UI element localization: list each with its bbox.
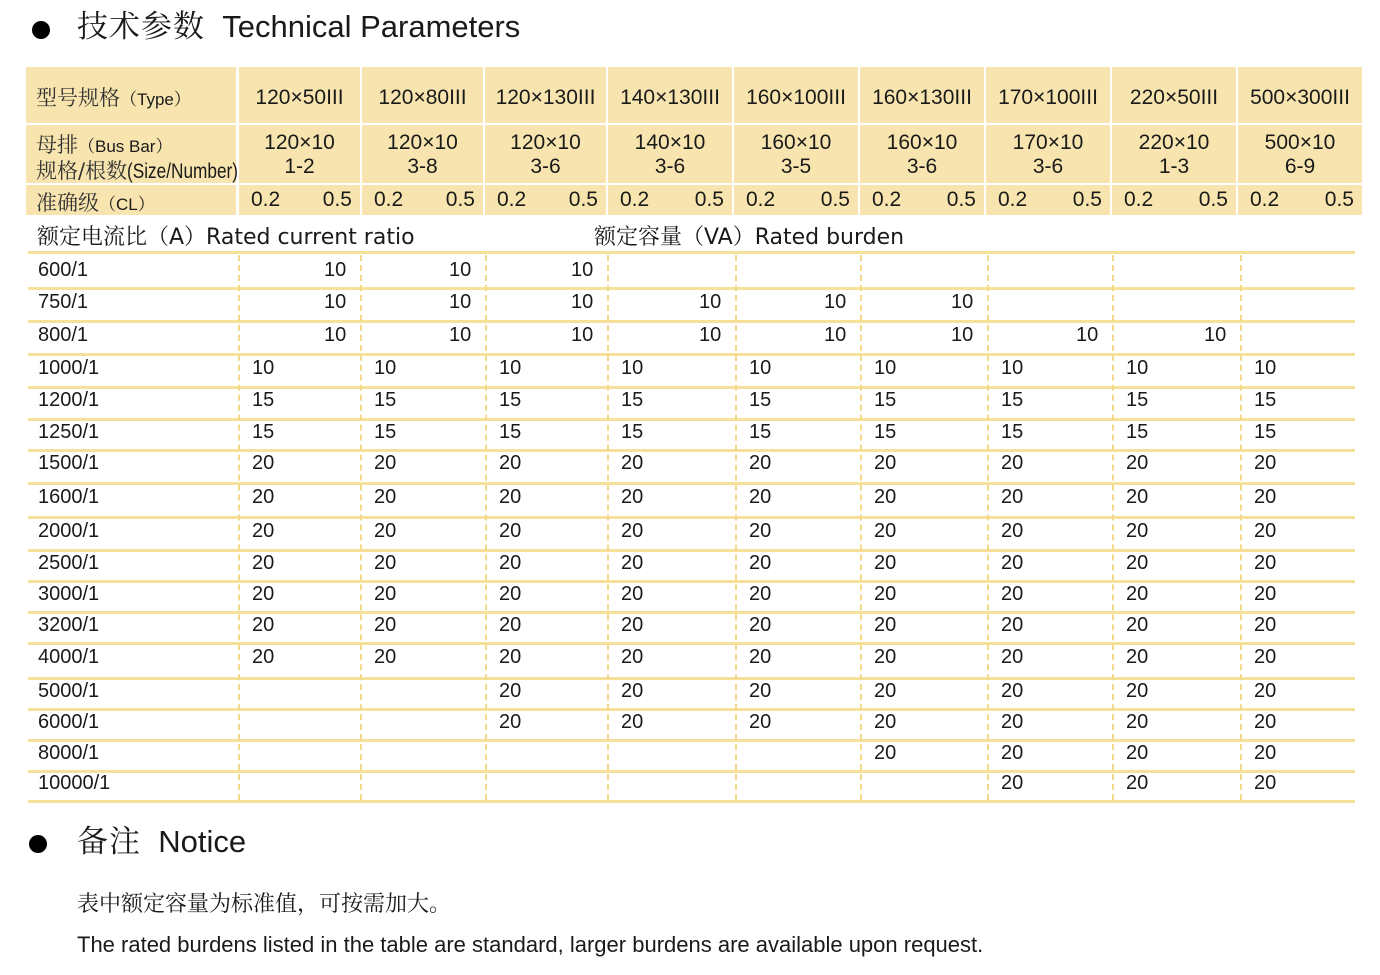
current-ratio-label: 800/1 <box>38 324 89 346</box>
burden-value-cl02: 20 <box>749 520 772 542</box>
burden-value-cl02: 20 <box>252 486 275 508</box>
burden-value-cl02: 15 <box>252 389 275 411</box>
burden-value-cl02: 20 <box>621 452 644 474</box>
notice-title-zh: 备注 <box>77 824 141 860</box>
burden-value-cl02: 20 <box>1001 711 1024 733</box>
burden-value-cl02: 20 <box>621 614 644 636</box>
burden-value-cl02: 20 <box>621 711 644 733</box>
busbar-number: 3-5 <box>780 155 812 178</box>
busbar-number: 3-6 <box>530 155 561 178</box>
cl-cell <box>608 185 732 215</box>
type-value: 500×300III <box>1250 86 1350 109</box>
burden-value-cl02: 20 <box>1126 742 1149 764</box>
burden-value-cl02: 15 <box>1126 421 1149 443</box>
cl-value-0: 0.2 <box>620 188 650 211</box>
burden-value-cl02: 20 <box>374 520 397 542</box>
busbar-size: 220×10 <box>1138 131 1210 154</box>
busbar-cell <box>860 125 984 183</box>
burden-value-cl02: 20 <box>252 646 275 668</box>
burden-value-cl02: 20 <box>621 552 644 574</box>
burden-value-cl05: 10 <box>951 324 974 346</box>
type-value: 220×50III <box>1129 86 1219 109</box>
burden-value-cl05: 10 <box>699 291 722 313</box>
busbar-number: 3-6 <box>906 155 938 178</box>
burden-value-cl02: 20 <box>621 646 644 668</box>
burden-value-cl02: 10 <box>1001 357 1024 379</box>
burden-value-cl02: 20 <box>749 614 772 636</box>
burden-value-cl05: 10 <box>449 324 472 346</box>
current-ratio-label: 2500/1 <box>38 552 100 574</box>
cl-value-0: 0.2 <box>1250 188 1280 211</box>
current-ratio-label: 1000/1 <box>38 357 100 379</box>
burden-value-cl02: 15 <box>1001 421 1024 443</box>
current-ratio-label: 6000/1 <box>38 711 100 733</box>
busbar-size: 120×10 <box>264 131 335 154</box>
burden-value-cl05: 10 <box>824 291 847 313</box>
burden-value-cl05: 10 <box>449 259 472 281</box>
cl-value-0: 0.2 <box>251 188 281 211</box>
cl-cell <box>1112 185 1236 215</box>
burden-value-cl02: 20 <box>374 614 397 636</box>
burden-value-cl02: 20 <box>1126 552 1149 574</box>
busbar-number: 3-8 <box>407 155 438 178</box>
burden-value-cl02: 20 <box>1126 646 1149 668</box>
busbar-label-en2: (Size/Number) <box>127 160 239 183</box>
busbar-size: 120×10 <box>510 131 581 154</box>
type-label-cell <box>26 67 236 123</box>
table-row-divider <box>28 549 1355 552</box>
table-row-divider <box>28 800 1355 803</box>
burden-value-cl02: 20 <box>1126 711 1149 733</box>
burden-value-cl02: 20 <box>252 583 275 605</box>
busbar-label-en1: （Bus Bar） <box>78 137 173 156</box>
cl-label <box>36 187 155 217</box>
burden-value-cl02: 20 <box>749 711 772 733</box>
notice-title-en: Notice <box>158 824 247 859</box>
type-cell <box>986 67 1110 123</box>
type-label <box>36 82 191 112</box>
burden-value-cl02: 10 <box>1126 357 1149 379</box>
type-cell <box>734 67 858 123</box>
busbar-label-zh2: 规格/根数 <box>36 159 128 183</box>
burden-value-cl02: 15 <box>749 421 772 443</box>
burden-value-cl02: 20 <box>874 646 897 668</box>
burden-value-cl02: 20 <box>1254 711 1277 733</box>
burden-value-cl02: 10 <box>252 357 275 379</box>
busbar-label-cell <box>26 125 239 183</box>
table-column-divider <box>238 255 240 800</box>
burden-value-cl02: 20 <box>1001 646 1024 668</box>
notice-text-en: The rated burdens listed in the table are standard, larger burdens are available upon request. <box>77 932 984 957</box>
burden-value-cl02: 20 <box>252 520 275 542</box>
table-column-divider <box>1240 255 1242 800</box>
ratio-section-label: 额定电流比（A）Rated current ratio <box>37 225 415 250</box>
burden-value-cl02: 20 <box>374 552 397 574</box>
burden-value-cl02: 20 <box>499 614 522 636</box>
table-column-divider <box>360 255 362 800</box>
burden-value-cl05: 10 <box>571 291 594 313</box>
busbar-cell <box>608 125 732 183</box>
burden-value-cl02: 20 <box>1254 772 1277 794</box>
busbar-cell <box>485 125 606 183</box>
busbar-cell <box>362 125 483 183</box>
type-cell <box>1112 67 1236 123</box>
busbar-number: 6-9 <box>1284 155 1316 178</box>
burden-value-cl02: 20 <box>1126 680 1149 702</box>
burden-value-cl05: 10 <box>951 291 974 313</box>
cl-cell <box>362 185 483 215</box>
burden-value-cl02: 20 <box>1126 772 1149 794</box>
cl-value-1: 0.5 <box>568 188 598 211</box>
burden-value-cl05: 10 <box>824 324 847 346</box>
busbar-number: 3-6 <box>1032 155 1064 178</box>
table-column-divider <box>485 255 487 800</box>
burden-value-cl02: 15 <box>1001 389 1024 411</box>
type-cell <box>485 67 606 123</box>
title-bullet-icon <box>32 21 50 39</box>
burden-value-cl02: 20 <box>749 452 772 474</box>
current-ratio-label: 2000/1 <box>38 520 100 542</box>
cl-value-0: 0.2 <box>374 188 404 211</box>
burden-value-cl02: 20 <box>1126 614 1149 636</box>
busbar-number: 1-2 <box>284 155 315 178</box>
table-column-divider <box>987 255 989 800</box>
burden-value-cl02: 10 <box>1254 357 1277 379</box>
burden-value-cl02: 20 <box>1254 614 1277 636</box>
burden-value-cl02: 20 <box>1001 552 1024 574</box>
type-value: 140×130III <box>620 86 720 109</box>
type-cell <box>1238 67 1362 123</box>
burden-value-cl02: 20 <box>1001 486 1024 508</box>
burden-value-cl02: 20 <box>1254 583 1277 605</box>
burden-value-cl02: 20 <box>252 552 275 574</box>
burden-value-cl02: 15 <box>499 389 522 411</box>
burden-value-cl02: 20 <box>874 452 897 474</box>
burden-value-cl02: 20 <box>749 583 772 605</box>
burden-value-cl05: 10 <box>449 291 472 313</box>
table-row-divider <box>28 251 1355 254</box>
burden-value-cl02: 20 <box>621 520 644 542</box>
cl-value-1: 0.5 <box>322 188 352 211</box>
burden-value-cl02: 20 <box>621 680 644 702</box>
burden-value-cl02: 10 <box>499 357 522 379</box>
cl-value-1: 0.5 <box>694 188 724 211</box>
cl-value-1: 0.5 <box>820 188 850 211</box>
busbar-number: 1-3 <box>1158 155 1190 178</box>
cl-value-1: 0.5 <box>1198 188 1228 211</box>
cl-value-0: 0.2 <box>998 188 1028 211</box>
table-row-divider <box>28 482 1355 485</box>
burden-value-cl02: 20 <box>1001 583 1024 605</box>
cl-value-1: 0.5 <box>445 188 475 211</box>
burden-value-cl02: 15 <box>874 421 897 443</box>
notice-title <box>77 826 246 858</box>
burden-value-cl05: 10 <box>324 291 347 313</box>
table-row-divider <box>28 770 1355 773</box>
burden-value-cl02: 20 <box>621 583 644 605</box>
table-row-divider <box>28 677 1355 680</box>
busbar-label-zh1: 母排 <box>36 133 78 157</box>
burden-value-cl02: 20 <box>749 646 772 668</box>
burden-value-cl02: 10 <box>874 357 897 379</box>
burden-value-cl02: 20 <box>374 646 397 668</box>
burden-value-cl02: 20 <box>1001 680 1024 702</box>
cl-label-en: （CL） <box>99 195 155 214</box>
burden-value-cl02: 20 <box>252 614 275 636</box>
current-ratio-label: 1500/1 <box>38 452 100 474</box>
burden-value-cl02: 20 <box>874 520 897 542</box>
current-ratio-label: 8000/1 <box>38 742 100 764</box>
current-ratio-label: 1200/1 <box>38 389 100 411</box>
burden-value-cl02: 20 <box>499 552 522 574</box>
burden-value-cl02: 20 <box>1254 680 1277 702</box>
current-ratio-label: 1250/1 <box>38 421 100 443</box>
burden-value-cl02: 20 <box>874 486 897 508</box>
busbar-size: 160×10 <box>760 131 832 154</box>
burden-section-label: 额定容量（VA）Rated burden <box>594 225 905 250</box>
table-row-divider <box>28 320 1355 323</box>
page-title <box>77 11 520 43</box>
cl-cell <box>485 185 606 215</box>
burden-value-cl02: 20 <box>1126 486 1149 508</box>
cl-value-0: 0.2 <box>872 188 902 211</box>
table-column-divider <box>735 255 737 800</box>
table-column-divider <box>607 255 609 800</box>
burden-value-cl02: 20 <box>499 486 522 508</box>
busbar-size: 500×10 <box>1264 131 1336 154</box>
burden-value-cl02: 20 <box>252 452 275 474</box>
table-row-divider <box>28 611 1355 614</box>
burden-value-cl02: 15 <box>1254 389 1277 411</box>
burden-value-cl02: 10 <box>621 357 644 379</box>
burden-value-cl02: 15 <box>749 389 772 411</box>
burden-value-cl05: 10 <box>324 324 347 346</box>
burden-value-cl02: 20 <box>874 742 897 764</box>
burden-value-cl02: 15 <box>874 389 897 411</box>
burden-value-cl02: 20 <box>1254 646 1277 668</box>
burden-value-cl02: 20 <box>874 583 897 605</box>
busbar-cell <box>734 125 858 183</box>
table-row-divider <box>28 708 1355 711</box>
type-value: 120×80III <box>378 86 467 109</box>
burden-value-cl02: 20 <box>874 614 897 636</box>
burden-value-cl02: 20 <box>749 486 772 508</box>
burden-value-cl02: 20 <box>1001 614 1024 636</box>
type-cell <box>239 67 360 123</box>
current-ratio-label: 3200/1 <box>38 614 100 636</box>
notice-bullet-icon <box>29 835 47 853</box>
busbar-cell <box>1112 125 1236 183</box>
busbar-size: 160×10 <box>886 131 958 154</box>
table-column-divider <box>1112 255 1114 800</box>
cl-cell <box>239 185 360 215</box>
busbar-number: 3-6 <box>654 155 686 178</box>
type-label-zh: 型号规格 <box>36 86 120 110</box>
burden-value-cl02: 20 <box>621 486 644 508</box>
busbar-size: 140×10 <box>634 131 706 154</box>
burden-value-cl02: 20 <box>1001 452 1024 474</box>
current-ratio-label: 1600/1 <box>38 486 100 508</box>
cl-value-1: 0.5 <box>1324 188 1354 211</box>
spec-header <box>26 67 1362 215</box>
cl-label-cell <box>26 185 236 215</box>
type-cell <box>860 67 984 123</box>
burden-value-cl02: 15 <box>374 389 397 411</box>
cl-value-1: 0.5 <box>1072 188 1102 211</box>
burden-value-cl02: 20 <box>499 452 522 474</box>
cl-cell <box>734 185 858 215</box>
table-row-divider <box>28 386 1355 389</box>
burden-value-cl02: 20 <box>374 486 397 508</box>
type-label-en: （Type） <box>120 90 191 109</box>
busbar-size: 120×10 <box>387 131 458 154</box>
burden-value-cl02: 20 <box>1254 742 1277 764</box>
cl-cell <box>986 185 1110 215</box>
page-title-zh: 技术参数 <box>77 9 205 45</box>
burden-value-cl02: 20 <box>1254 452 1277 474</box>
burden-value-cl02: 15 <box>499 421 522 443</box>
busbar-size: 170×10 <box>1012 131 1084 154</box>
cl-label-zh: 准确级 <box>36 191 99 215</box>
current-ratio-label: 10000/1 <box>38 772 111 794</box>
burden-value-cl02: 10 <box>374 357 397 379</box>
type-value: 120×50III <box>255 86 344 109</box>
busbar-label-line2 <box>36 155 262 185</box>
type-value: 170×100III <box>998 86 1098 109</box>
cl-value-0: 0.2 <box>1124 188 1154 211</box>
busbar-cell <box>1238 125 1362 183</box>
table-row-divider <box>28 449 1355 452</box>
burden-value-cl02: 20 <box>499 583 522 605</box>
current-ratio-label: 600/1 <box>38 259 89 281</box>
current-ratio-label: 5000/1 <box>38 680 100 702</box>
burden-value-cl02: 20 <box>374 583 397 605</box>
burden-value-cl02: 15 <box>621 421 644 443</box>
burden-value-cl02: 20 <box>1254 486 1277 508</box>
burden-value-cl05: 10 <box>699 324 722 346</box>
burden-value-cl05: 10 <box>571 259 594 281</box>
burden-value-cl02: 20 <box>1254 520 1277 542</box>
burden-value-cl02: 20 <box>499 520 522 542</box>
burden-value-cl05: 10 <box>1204 324 1227 346</box>
type-value: 160×100III <box>746 86 846 109</box>
burden-value-cl02: 20 <box>1126 452 1149 474</box>
current-ratio-label: 750/1 <box>38 291 89 313</box>
burden-value-cl02: 20 <box>499 646 522 668</box>
cl-value-1: 0.5 <box>946 188 976 211</box>
burden-value-cl02: 20 <box>1126 520 1149 542</box>
burden-value-cl02: 20 <box>1254 552 1277 574</box>
burden-value-cl02: 15 <box>1126 389 1149 411</box>
burden-value-cl05: 10 <box>1076 324 1099 346</box>
table-column-divider <box>860 255 862 800</box>
burden-value-cl02: 20 <box>749 552 772 574</box>
cl-cell <box>860 185 984 215</box>
table-row-divider <box>28 516 1355 519</box>
current-ratio-label: 4000/1 <box>38 646 100 668</box>
burden-value-cl02: 20 <box>374 452 397 474</box>
cl-value-0: 0.2 <box>497 188 527 211</box>
burden-value-cl02: 20 <box>1126 583 1149 605</box>
table-row-divider <box>28 642 1355 645</box>
burden-value-cl02: 20 <box>1001 772 1024 794</box>
cl-value-0: 0.2 <box>746 188 776 211</box>
burden-value-cl05: 10 <box>571 324 594 346</box>
burden-value-cl02: 20 <box>499 711 522 733</box>
busbar-cell <box>986 125 1110 183</box>
burden-value-cl02: 20 <box>874 680 897 702</box>
table-row-divider <box>28 418 1355 421</box>
type-cell <box>608 67 732 123</box>
burden-value-cl02: 15 <box>1254 421 1277 443</box>
burden-value-cl02: 20 <box>1001 520 1024 542</box>
burden-value-cl02: 10 <box>749 357 772 379</box>
burden-value-cl02: 15 <box>374 421 397 443</box>
type-value: 120×130III <box>495 86 596 109</box>
burden-value-cl02: 20 <box>499 680 522 702</box>
type-cell <box>362 67 483 123</box>
table-row-divider <box>28 353 1355 356</box>
burden-value-cl02: 20 <box>749 680 772 702</box>
busbar-cell <box>239 125 360 183</box>
table-row-divider <box>28 739 1355 742</box>
page-title-en: Technical Parameters <box>222 9 521 44</box>
cl-cell <box>1238 185 1362 215</box>
burden-value-cl05: 10 <box>324 259 347 281</box>
burden-value-cl02: 20 <box>874 711 897 733</box>
burden-value-cl02: 20 <box>874 552 897 574</box>
burden-value-cl02: 20 <box>1001 742 1024 764</box>
type-value: 160×130III <box>872 86 972 109</box>
current-ratio-label: 3000/1 <box>38 583 100 605</box>
table-row-divider <box>28 287 1355 290</box>
burden-value-cl02: 15 <box>621 389 644 411</box>
table-row-divider <box>28 580 1355 583</box>
notice-text-zh: 表中额定容量为标准值，可按需加大。 <box>77 892 452 917</box>
burden-value-cl02: 15 <box>252 421 275 443</box>
